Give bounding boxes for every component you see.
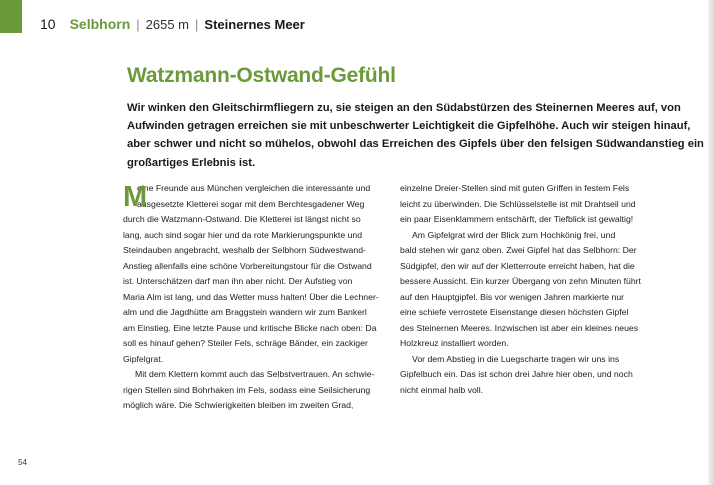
body-line: Anstieg allenfalls eine schöne Vorbereitungstour für die Ostwand (123, 260, 372, 271)
region-name: Steinernes Meer (204, 17, 305, 32)
body-line: rigen Stellen sind Bohrhaken im Fels, sodass eine Seilsicherung (123, 384, 371, 395)
body-line: des Steinernen Meeres. Inzwischen ist aber ein kleines neues (400, 322, 639, 333)
body-line: Gipfelbuch ein. Das ist schon drei Jahre hier oben, und noch (400, 369, 633, 379)
lead-line: aber schwer und nicht so mühelos, obwohl das Erreichen des Gipfels über den felsigen Südwandanstieg ein (127, 138, 704, 151)
body-line: Maria Alm ist lang, und das Wetter muss halten! Über die Lechner- (123, 291, 379, 302)
body-line: Gipfelgrat. (123, 353, 164, 364)
body-line: nicht einmal halb voll. (400, 384, 484, 395)
body-line: ein paar Eisenklammern entschärft, der Tiefblick ist gewaltig! (400, 214, 634, 224)
body-line: leicht zu überwinden. Die Schlüsselstelle ist mit Drahtseil und (400, 198, 636, 209)
body-line: am Einstieg. Eine letzte Pause und kritische Blicke nach oben: Da (123, 322, 377, 333)
altitude: 2655 m (145, 17, 190, 32)
lead-line: großartiges Erlebnis ist. (127, 156, 256, 169)
body-line: durch die Watzmann-Ostwand. Die Kletterei ist längst nicht so (123, 214, 361, 224)
page-edge-shadow (708, 0, 714, 485)
body-line: einzelne Dreier-Stellen sind mit guten Griffen in festem Fels (400, 183, 630, 193)
body-line: Südgipfel, den wir auf der Kletterroute erreicht haben, hat die (400, 260, 635, 271)
body-line: ist. Unterschätzen darf man ihn aber nicht. Der Aufstieg von (123, 276, 353, 286)
body-line: Steindauben angebracht, weshalb der Selbhorn Südwestwand- (123, 245, 366, 255)
tour-number: 10 (40, 16, 56, 32)
body-column-left (123, 181, 381, 414)
article-title: Watzmann-Ostwand-Gefühl (127, 64, 396, 87)
body-line: möglich wäre. Die Schwierigkeiten bleiben im zweiten Grad, (123, 400, 354, 410)
body-line: soll es hinauf gehen? Steiler Fels, schräge Bänder, ein zackiger (123, 338, 368, 348)
body-column-right (400, 181, 658, 398)
body-line: bald stehen wir ganz oben. Zwei Gipfel hat das Selbhorn: Der (400, 245, 637, 255)
running-header (40, 16, 305, 34)
body-line: bessere Aussicht. Ein kurzer Übergang von zehn Minuten führt (400, 276, 641, 286)
body-line: eine schiefe verrostete Eisenstange diesen höchsten Gipfel (400, 307, 629, 317)
chapter-color-tab (0, 0, 22, 33)
lead-paragraph (127, 99, 704, 172)
lead-line: Wir winken den Gleitschirmfliegern zu, sie steigen an den Südabstürzen des Steinernen Meeres auf, von (127, 102, 681, 114)
body-line: auf den Hauptgipfel. Bis vor wenigen Jahren markierte nur (400, 291, 625, 302)
dropcap-block (123, 181, 381, 212)
body-line: alm und die Jagdhütte am Braggstein wandern wir zum Bankerl (123, 307, 367, 317)
header-separator: | (195, 17, 199, 32)
lead-line: Aufwinden getragen erreichen sie mit unbeschwerter Leichtigkeit die Gipfelhöhe. Auch wir steigen hinauf, (127, 120, 691, 133)
page-number: 54 (18, 458, 27, 467)
body-line: Holzkreuz installiert worden. (400, 338, 509, 348)
body-line: Vor dem Abstieg in die Luegscharte tragen wir uns ins (412, 353, 620, 364)
body-line: lang, auch sind sogar hier und da rote Markierungspunkte und (123, 229, 363, 240)
body-line: eine Freunde aus München vergleichen die interessante und (137, 183, 371, 193)
header-separator: | (136, 17, 140, 32)
peak-name: Selbhorn (69, 16, 131, 32)
body-line: Am Gipfelgrat wird der Blick zum Hochkönig frei, und (412, 229, 616, 240)
body-line: ausgesetzte Kletterei sogar mit dem Berchtesgadener Weg (137, 198, 365, 209)
drop-cap: M (123, 181, 148, 213)
body-line: Mit dem Klettern kommt auch das Selbstvertrauen. An schwie- (135, 369, 375, 379)
